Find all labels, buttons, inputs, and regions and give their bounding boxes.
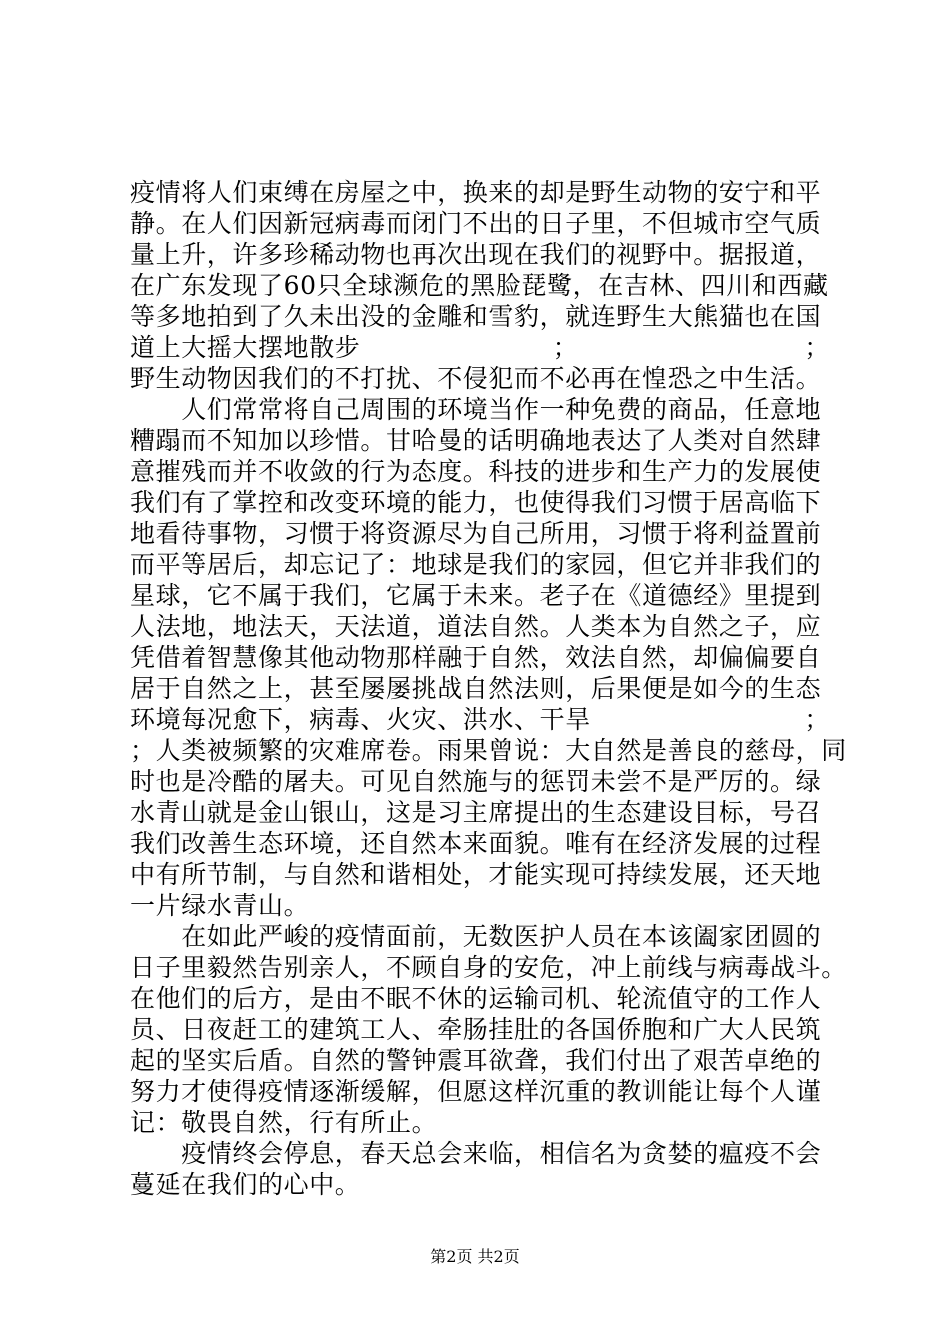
text-line: 日子里毅然告别亲人，不顾自身的安危，冲上前线与病毒战斗。 [130, 953, 847, 982]
text-line: 一片绿水青山。 [130, 891, 310, 920]
text-line: 我们改善生态环境，还自然本来面貌。唯有在经济发展的过程 [130, 829, 822, 858]
text-line [130, 332, 830, 363]
text-line: 记：敬畏自然，行有所止。 [130, 1108, 438, 1137]
text-line: 星球，它不属于我们，它属于未来。老子在《道德经》里提到 [130, 581, 822, 610]
text-line: 疫情将人们束缚在房屋之中，换来的却是野生动物的安宁和平 [130, 178, 822, 207]
text-line: 起的坚实后盾。自然的警钟震耳欲聋，我们付出了艰苦卓绝的 [130, 1046, 822, 1075]
text-line: 静。在人们因新冠病毒而闭门不出的日子里，不但城市空气质 [130, 209, 822, 238]
text-line: 等多地拍到了久未出没的金雕和雪豹，就连野生大熊猫也在国 [130, 302, 822, 331]
text-line: 而平等居后，却忘记了：地球是我们的家园，但它并非我们的 [130, 550, 822, 579]
text-line: 凭借着智慧像其他动物那样融于自然，效法自然，却偏偏要自 [130, 643, 822, 672]
text-line: 野生动物因我们的不打扰、不侵犯而不必再在惶恐之中生活。 [130, 364, 822, 393]
text-line: 时也是冷酷的屠夫。可见自然施与的惩罚未尝不是严厉的。绿 [130, 767, 822, 796]
text-line: 意摧残而并不收敛的行为态度。科技的进步和生产力的发展使 [130, 457, 822, 486]
text-line: 地看待事物，习惯于将资源尽为自己所用，习惯于将利益置前 [130, 519, 822, 548]
text-line: 糟蹋而不知加以珍惜。甘哈曼的话明确地表达了人类对自然肆 [130, 426, 822, 455]
text-line: ；人类被频繁的灾难席卷。雨果曾说：大自然是善良的慈母，同 [130, 736, 847, 765]
text-line: 量上升，许多珍稀动物也再次出现在我们的视野中。据报道， [130, 240, 822, 269]
text-line: 在他们的后方，是由不眠不休的运输司机、轮流值守的工作人 [130, 984, 822, 1013]
text-line: 努力才使得疫情逐渐缓解，但愿这样沉重的教训能让每个人谨 [130, 1077, 822, 1106]
text-line: 蔓延在我们的心中。 [130, 1170, 361, 1199]
text-line: 人们常常将自己周围的环境当作一种免费的商品，任意地 [130, 395, 822, 424]
text-line: 在广东发现了60只全球濒危的黑脸琵鹭，在吉林、四川和西藏 [130, 271, 829, 300]
text-line: 水青山就是金山银山，这是习主席提出的生态建设目标，号召 [130, 798, 822, 827]
text-line: 员、日夜赶工的建筑工人、牵肠挂肚的各国侨胞和广大人民筑 [130, 1015, 822, 1044]
text-segment: ； [552, 333, 579, 362]
text-segment: 道上大摇大摆地散步 [130, 333, 361, 362]
text-line: 中有所节制，与自然和谐相处，才能实现可持续发展，还天地 [130, 860, 822, 889]
text-line: 疫情终会停息，春天总会来临，相信名为贪婪的瘟疫不会 [130, 1139, 822, 1168]
text-segment: ； [804, 705, 830, 734]
document-body [130, 177, 847, 1200]
page-number-footer: 第2页 共2页 [430, 1247, 520, 1266]
text-line: 人法地，地法天，天法道，道法自然。人类本为自然之子，应 [130, 612, 822, 641]
text-line: 在如此严峻的疫情面前，无数医护人员在本该阖家团圆的 [130, 922, 822, 951]
text-line: 居于自然之上，甚至屡屡挑战自然法则，后果便是如今的生态 [130, 674, 822, 703]
text-line [130, 704, 830, 735]
text-segment: 环境每况愈下，病毒、火灾、洪水、干旱 [130, 705, 591, 734]
text-segment: ； [804, 333, 830, 362]
text-line: 我们有了掌控和改变环境的能力，也使得我们习惯于居高临下 [130, 488, 822, 517]
